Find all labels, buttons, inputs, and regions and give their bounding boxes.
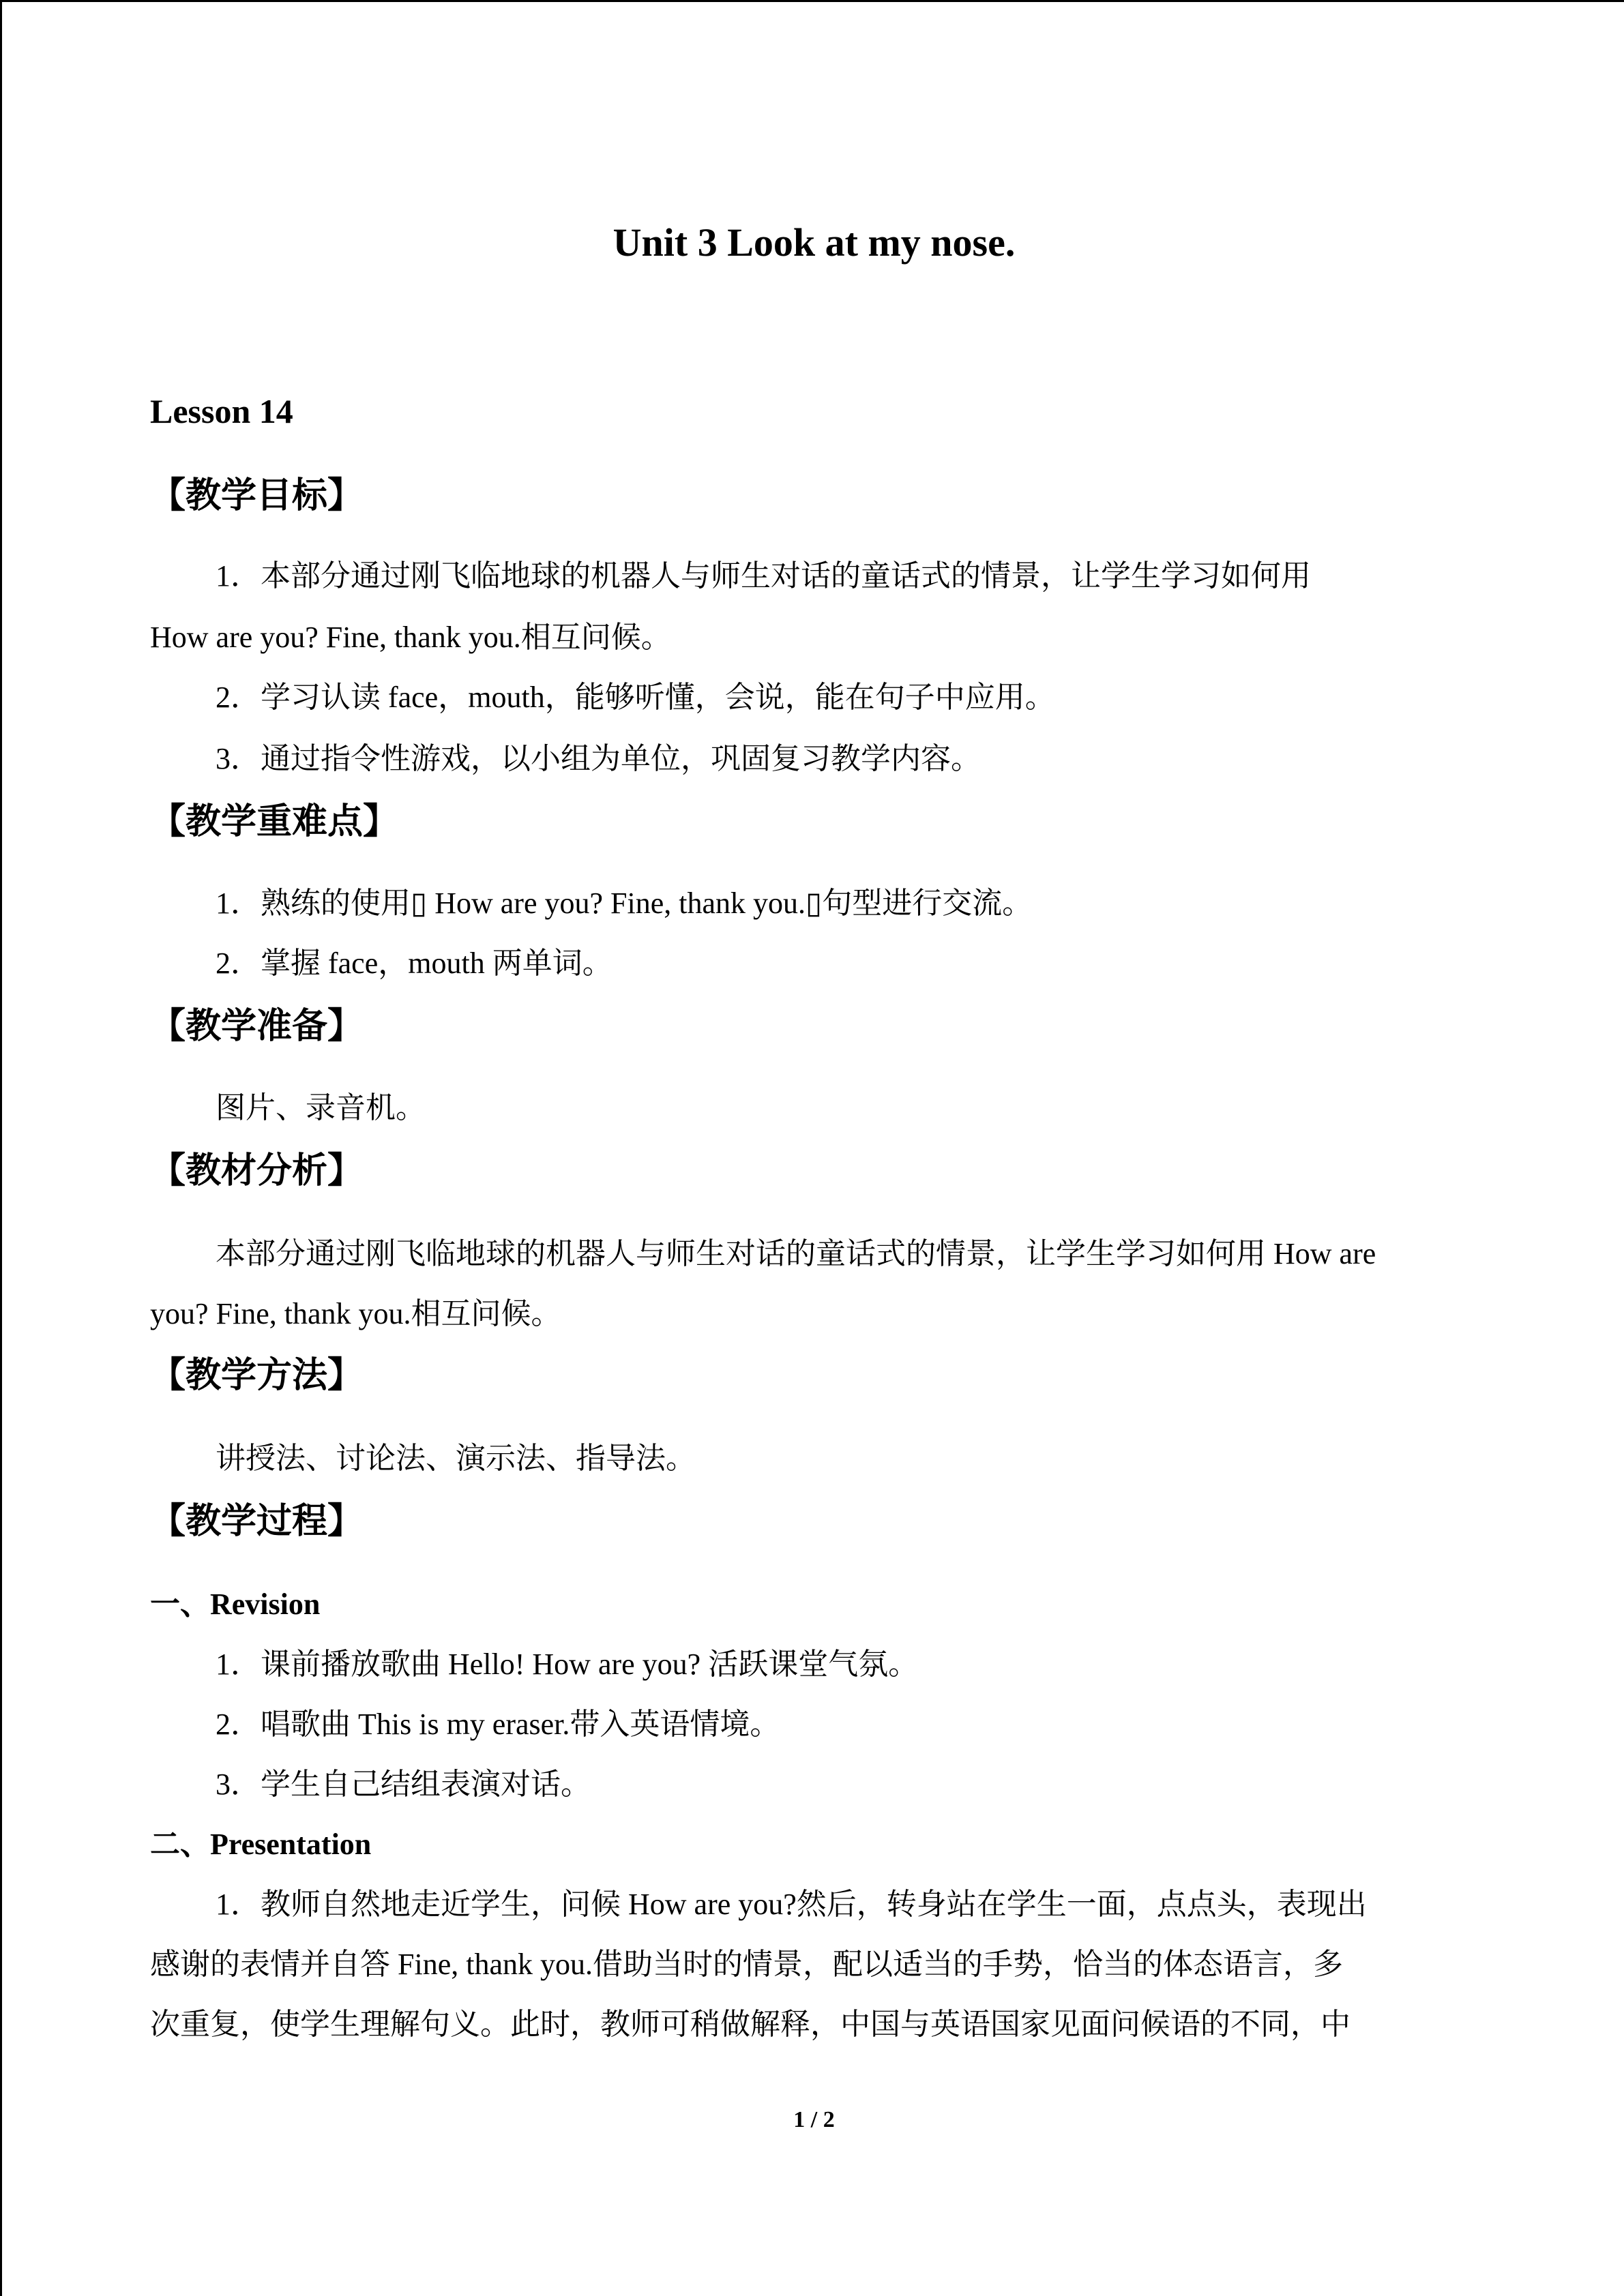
- section-heading-process: 【教学过程】: [150, 1501, 364, 1542]
- section-heading-analysis: 【教材分析】: [150, 1150, 364, 1191]
- analysis-line-1a: 本部分通过刚飞临地球的机器人与师生对话的童话式的情景，让学生学习如何用 How are: [216, 1237, 1376, 1270]
- presentation-title: 二、Presentation: [150, 1828, 372, 1861]
- analysis-line-1b: you? Fine, thank you.相互问候。: [150, 1297, 561, 1330]
- revision-line-1: 1．课前播放歌曲 Hello! How are you? 活跃课堂气氛。: [216, 1648, 919, 1681]
- lesson-label: Lesson 14: [150, 392, 293, 430]
- section-heading-preparation: 【教学准备】: [150, 1006, 364, 1047]
- presentation-line-1c: 次重复，使学生理解句义。此时，教师可稍做解释，中国与英语国家见面问候语的不同，中: [150, 2008, 1350, 2041]
- goals-line-1b: How are you? Fine, thank you.相互问候。: [150, 621, 671, 654]
- goals-line-3: 3．通过指令性游戏，以小组为单位，巩固复习教学内容。: [216, 742, 981, 775]
- revision-title: 一、Revision: [150, 1587, 321, 1621]
- page-number: 1 / 2: [793, 2107, 835, 2132]
- section-heading-methods: 【教学方法】: [150, 1355, 364, 1396]
- key-points-line-1: 1．熟练的使用▯ How are you? Fine, thank you.▯句型进行交流。: [216, 886, 1033, 920]
- section-heading-goals: 【教学目标】: [150, 475, 364, 516]
- key-points-line-2: 2．掌握 face，mouth 两单词。: [216, 946, 612, 980]
- goals-line-2: 2．学习认读 face，mouth，能够听懂，会说，能在句子中应用。: [216, 681, 1055, 714]
- revision-line-3: 3．学生自己结组表演对话。: [216, 1768, 591, 1801]
- section-heading-key-points: 【教学重难点】: [150, 801, 399, 842]
- methods-line-1: 讲授法、讨论法、演示法、指导法。: [216, 1442, 696, 1475]
- document-title: Unit 3 Look at my nose.: [612, 220, 1016, 265]
- presentation-line-1b: 感谢的表情并自答 Fine, thank you.借助当时的情景，配以适当的手势，恰当的体态语言，多: [150, 1948, 1343, 1981]
- revision-line-2: 2．唱歌曲 This is my eraser.带入英语情境。: [216, 1708, 780, 1741]
- preparation-line-1: 图片、录音机。: [216, 1091, 426, 1124]
- goals-line-1a: 1．本部分通过刚飞临地球的机器人与师生对话的童话式的情景，让学生学习如何用: [216, 559, 1311, 593]
- presentation-line-1a: 1．教师自然地走近学生，问候 How are you?然后，转身站在学生一面，点点头，表现出: [216, 1888, 1367, 1921]
